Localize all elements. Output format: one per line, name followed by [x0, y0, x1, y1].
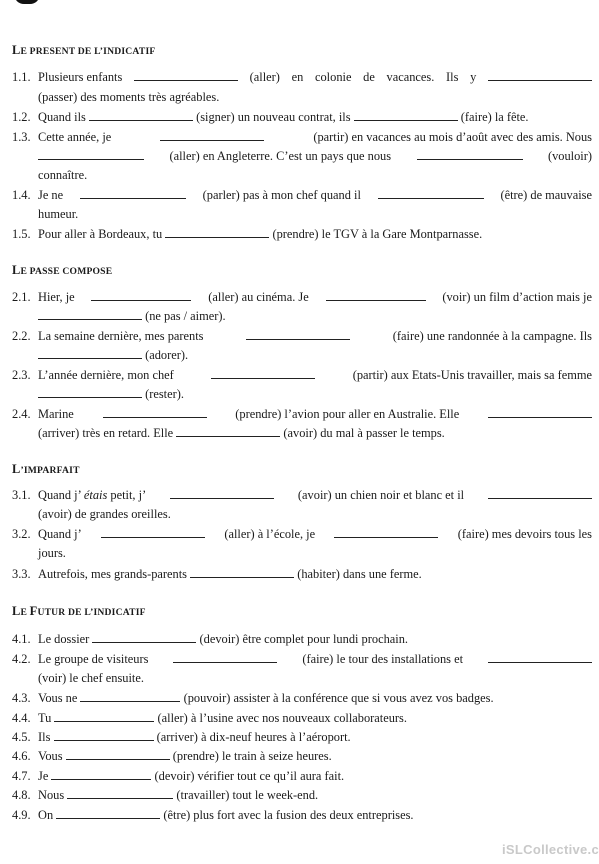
answer-blank[interactable]: [165, 226, 269, 238]
item-number: 2.3.: [12, 368, 31, 382]
answer-blank[interactable]: [488, 69, 592, 81]
answer-blank[interactable]: [176, 425, 280, 437]
section-title-futur: LE FUTUR DE L’INDICATIF: [12, 604, 146, 618]
item-number: 2.1.: [12, 290, 31, 304]
answer-blank[interactable]: [91, 289, 191, 301]
answer-blank[interactable]: [51, 768, 151, 780]
answer-blank[interactable]: [378, 187, 484, 199]
item-number: 3.2.: [12, 527, 31, 541]
section-title-imparfait: L’IMPARFAIT: [12, 462, 80, 476]
answer-blank[interactable]: [80, 187, 186, 199]
section-title-present: LE PRESENT DE L’INDICATIF: [12, 43, 156, 57]
answer-blank[interactable]: [134, 69, 238, 81]
answer-blank[interactable]: [326, 289, 426, 301]
item-number: 1.5.: [12, 227, 31, 241]
item-number: 1.2.: [12, 110, 31, 124]
item-number: 4.9.: [12, 808, 31, 822]
answer-blank[interactable]: [38, 308, 142, 320]
answer-blank[interactable]: [246, 328, 350, 340]
answer-blank[interactable]: [354, 109, 458, 121]
answer-blank[interactable]: [92, 631, 196, 643]
item-number: 1.4.: [12, 188, 31, 202]
answer-blank[interactable]: [38, 347, 142, 359]
answer-blank[interactable]: [488, 651, 592, 663]
item-number: 1.1.: [12, 70, 31, 84]
answer-blank[interactable]: [160, 129, 264, 141]
answer-blank[interactable]: [173, 651, 277, 663]
item-number: 4.2.: [12, 652, 31, 666]
answer-blank[interactable]: [80, 690, 180, 702]
answer-blank[interactable]: [38, 386, 142, 398]
watermark-footer: iSLCollective.c: [502, 842, 599, 857]
item-number: 2.2.: [12, 329, 31, 343]
answer-blank[interactable]: [67, 787, 173, 799]
item-number: 1.3.: [12, 130, 31, 144]
item-number: 4.7.: [12, 769, 31, 783]
answer-blank[interactable]: [56, 807, 160, 819]
answer-blank[interactable]: [211, 367, 315, 379]
answer-blank[interactable]: [89, 109, 193, 121]
answer-blank[interactable]: [54, 729, 154, 741]
item-number: 4.1.: [12, 632, 31, 646]
item-number: 4.3.: [12, 691, 31, 705]
item-number: 3.1.: [12, 488, 31, 502]
answer-blank[interactable]: [170, 487, 274, 499]
answer-blank[interactable]: [334, 526, 438, 538]
logo-fragment: [14, 0, 40, 4]
answer-blank[interactable]: [38, 148, 144, 160]
answer-blank[interactable]: [54, 710, 154, 722]
item-number: 4.8.: [12, 788, 31, 802]
answer-blank[interactable]: [103, 406, 207, 418]
answer-blank[interactable]: [101, 526, 205, 538]
item-number: 3.3.: [12, 567, 31, 581]
answer-blank[interactable]: [417, 148, 523, 160]
section-title-passe-compose: LE PASSE COMPOSE: [12, 263, 113, 277]
answer-blank[interactable]: [488, 406, 592, 418]
answer-blank[interactable]: [190, 566, 294, 578]
item-number: 4.6.: [12, 749, 31, 763]
item-number: 4.4.: [12, 711, 31, 725]
answer-blank[interactable]: [66, 748, 170, 760]
item-number: 4.5.: [12, 730, 31, 744]
item-number: 2.4.: [12, 407, 31, 421]
answer-blank[interactable]: [488, 487, 592, 499]
